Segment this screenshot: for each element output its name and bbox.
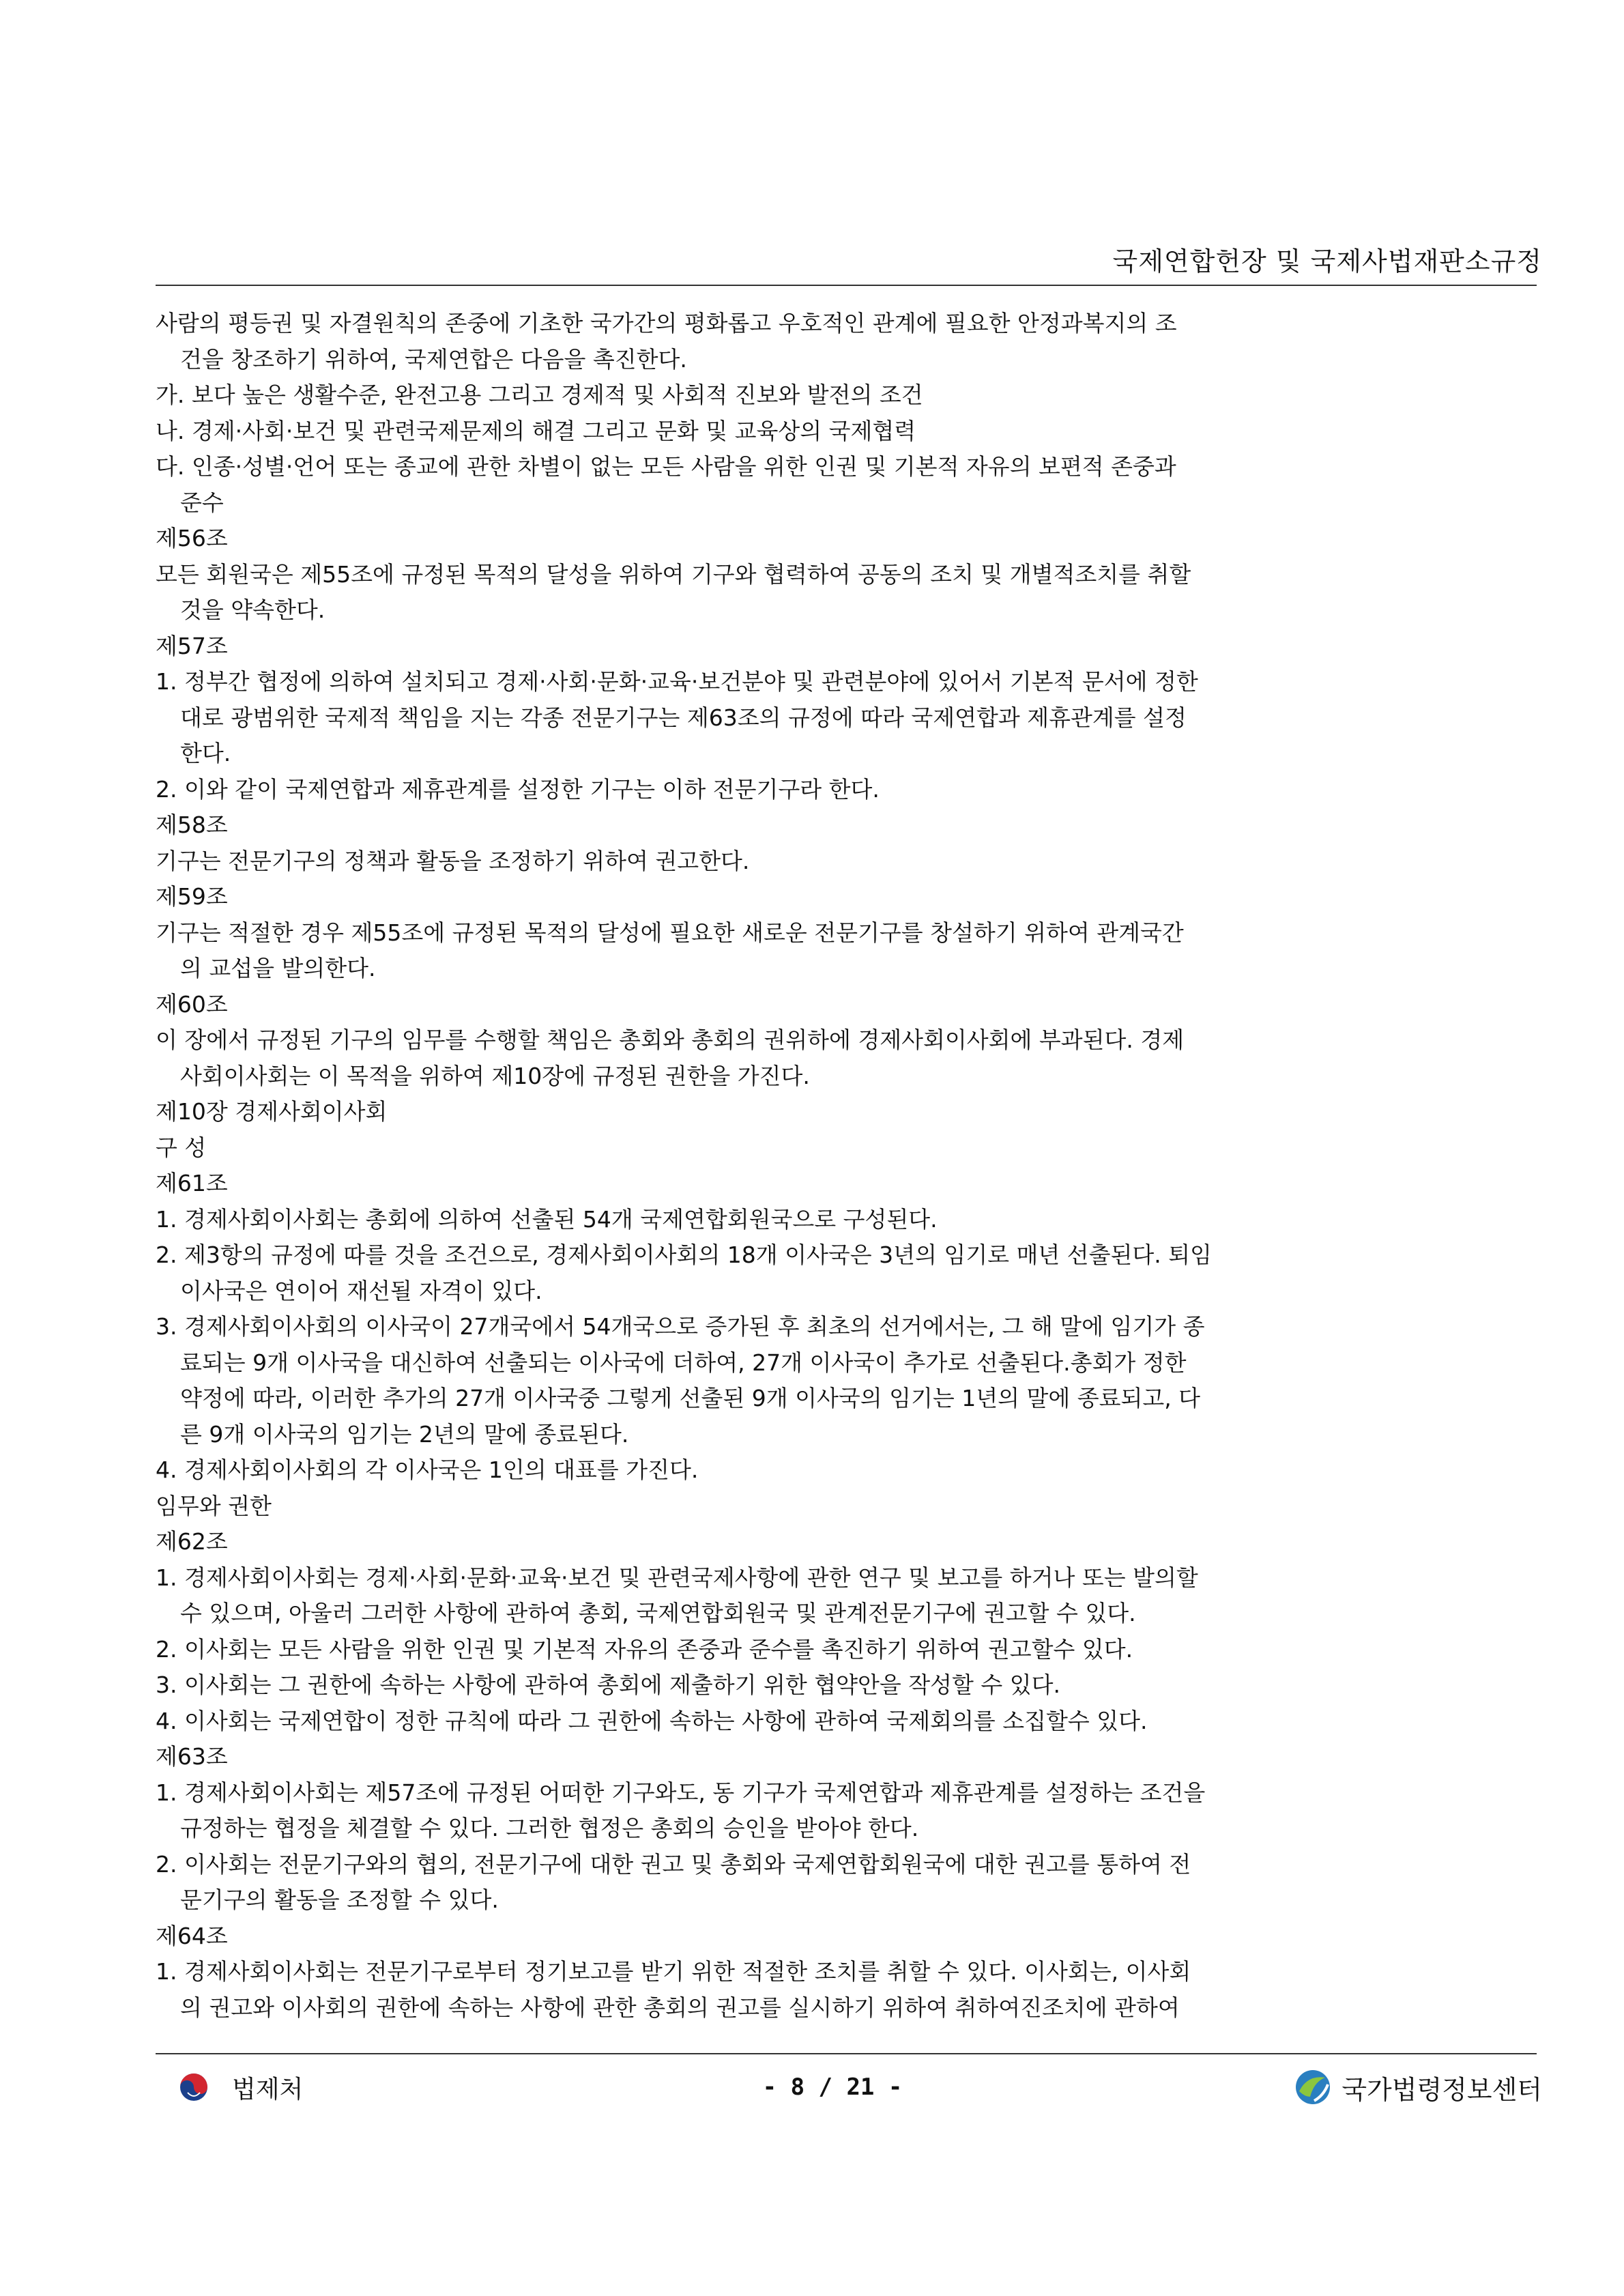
page-number: - 8 / 21 -	[762, 2073, 903, 2101]
text-line: 제10장 경제사회이사회	[156, 1098, 388, 1125]
text-line: 기구는 적절한 경우 제55조에 규정된 목적의 달성에 필요한 새로운 전문기구를 창설하기 위하여 관계국간	[156, 919, 1184, 946]
text-line: 약정에 따라, 이러한 추가의 27개 이사국중 그렇게 선출된 9개 이사국의 임기는 1년의 말에 종료되고, 다	[180, 1385, 1201, 1411]
text-line: 1. 경제사회이사회는 총회에 의하여 선출된 54개 국제연합회원국으로 구성된다.	[156, 1205, 938, 1233]
text-line: 한다.	[180, 740, 231, 766]
footer-law-center	[1294, 2065, 1542, 2109]
text-line: 제62조	[156, 1528, 228, 1555]
text-line: 른 9개 이사국의 임기는 2년의 말에 종료된다.	[180, 1420, 629, 1448]
text-line: 제61조	[156, 1170, 228, 1196]
text-line: 의 권고와 이사회의 권한에 속하는 사항에 관한 총회의 권고를 실시하기 위하여 취하여진조치에 관하여	[180, 1994, 1180, 2021]
text-line: 1. 경제사회이사회는 경제·사회·문화·교육·보건 및 관련국제사항에 관한 연구 및 보고를 하거나 또는 발의할	[156, 1564, 1198, 1591]
footer-law-center-label: 국가법령정보센터	[1342, 2074, 1542, 2105]
text-line: 1. 경제사회이사회는 전문기구로부터 정기보고를 받기 위한 적절한 조치를 취할 수 있다. 이사회는, 이사회	[156, 1958, 1191, 1985]
text-line: 제63조	[156, 1743, 228, 1770]
text-line: 다. 인종·성별·언어 또는 종교에 관한 차별이 없는 모든 사람을 위한 인권 및 기본적 자유의 보편적 존중과	[156, 453, 1176, 480]
text-line: 사람의 평등권 및 자결원칙의 존중에 기초한 국가간의 평화롭고 우호적인 관계에 필요한 안정과복지의 조	[156, 310, 1177, 336]
text-line: 수 있으며, 아울러 그러한 사항에 관하여 총회, 국제연합회원국 및 관계전문기구에 권고할 수 있다.	[180, 1600, 1136, 1626]
footer-divider	[156, 2053, 1537, 2054]
text-line: 제57조	[156, 632, 228, 659]
text-line: 료되는 9개 이사국을 대신하여 선출되는 이사국에 더하여, 27개 이사국이 추가로 선출된다.총회가 정한	[180, 1349, 1187, 1376]
text-line: 의 교섭을 발의한다.	[180, 955, 376, 981]
text-line: 것을 약속한다.	[180, 597, 325, 623]
text-line: 1. 정부간 협정에 의하여 설치되고 경제·사회·문화·교육·보건분야 및 관련분야에 있어서 기본적 문서에 정한	[156, 668, 1198, 695]
text-line: 제59조	[156, 883, 228, 910]
text-line: 구 성	[156, 1134, 207, 1161]
moleg-logo-icon	[179, 2072, 209, 2102]
text-line: 가. 보다 높은 생활수준, 완전고용 그리고 경제적 및 사회적 진보와 발전의 조건	[156, 382, 923, 408]
text-line: 4. 이사회는 국제연합이 정한 규칙에 따라 그 권한에 속하는 사항에 관하여 국제회의를 소집할수 있다.	[156, 1707, 1148, 1734]
text-line: 모든 회원국은 제55조에 규정된 목적의 달성을 위하여 기구와 협력하여 공동의 조치 및 개별적조치를 취할	[156, 560, 1191, 588]
law-center-logo-icon	[1294, 2065, 1332, 2109]
header-divider	[156, 285, 1537, 286]
text-line: 1. 경제사회이사회는 제57조에 규정된 어떠한 기구와도, 동 기구가 국제연합과 제휴관계를 설정하는 조건을	[156, 1779, 1206, 1806]
text-line: 제56조	[156, 525, 228, 551]
text-line: 4. 경제사회이사회의 각 이사국은 1인의 대표를 가진다.	[156, 1456, 699, 1483]
text-line: 기구는 전문기구의 정책과 활동을 조정하기 위하여 권고한다.	[156, 847, 750, 874]
text-line: 2. 제3항의 규정에 따를 것을 조건으로, 경제사회이사회의 18개 이사국은 3년의 임기로 매년 선출된다. 퇴임	[156, 1242, 1212, 1268]
text-line: 제60조	[156, 990, 228, 1018]
footer-publisher-label: 법제처	[232, 2075, 304, 2104]
text-line: 사회이사회는 이 목적을 위하여 제10장에 규정된 권한을 가진다.	[180, 1062, 810, 1089]
document-header-title: 국제연합헌장 및 국제사법재판소규정	[1112, 246, 1542, 276]
text-line: 3. 경제사회이사회의 이사국이 27개국에서 54개국으로 증가된 후 최초의 선거에서는, 그 해 말에 임기가 종	[156, 1313, 1205, 1340]
text-line: 제64조	[156, 1922, 228, 1949]
footer-publisher	[179, 2068, 303, 2106]
text-line: 문기구의 활동을 조정할 수 있다.	[180, 1886, 499, 1913]
text-line: 대로 광범위한 국제적 책임을 지는 각종 전문기구는 제63조의 규정에 따라 국제연합과 제휴관계를 설정	[180, 704, 1187, 731]
text-line: 2. 이사회는 모든 사람을 위한 인권 및 기본적 자유의 존중과 준수를 촉진하기 위하여 권고할수 있다.	[156, 1635, 1133, 1663]
text-line: 임무와 권한	[156, 1492, 272, 1519]
text-line: 이 장에서 규정된 기구의 임무를 수행할 책임은 총회와 총회의 권위하에 경제사회이사회에 부과된다. 경제	[156, 1027, 1185, 1053]
text-line: 2. 이와 같이 국제연합과 제휴관계를 설정한 기구는 이하 전문기구라 한다.	[156, 775, 880, 803]
text-line: 이사국은 연이어 재선될 자격이 있다.	[180, 1277, 542, 1304]
text-line: 규정하는 협정을 체결할 수 있다. 그러한 협정은 총회의 승인을 받아야 한다.	[180, 1815, 919, 1841]
text-line: 건을 창조하기 위하여, 국제연합은 다음을 촉진한다.	[180, 345, 687, 373]
text-line: 나. 경제·사회·보건 및 관련국제문제의 해결 그리고 문화 및 교육상의 국제협력	[156, 417, 916, 444]
text-line: 준수	[180, 489, 224, 516]
text-line: 2. 이사회는 전문기구와의 협의, 전문기구에 대한 권고 및 총회와 국제연합회원국에 대한 권고를 통하여 전	[156, 1850, 1191, 1878]
text-line: 3. 이사회는 그 권한에 속하는 사항에 관하여 총회에 제출하기 위한 협약안을 작성할 수 있다.	[156, 1671, 1060, 1698]
document-body	[156, 306, 1520, 2026]
text-line: 제58조	[156, 812, 228, 838]
